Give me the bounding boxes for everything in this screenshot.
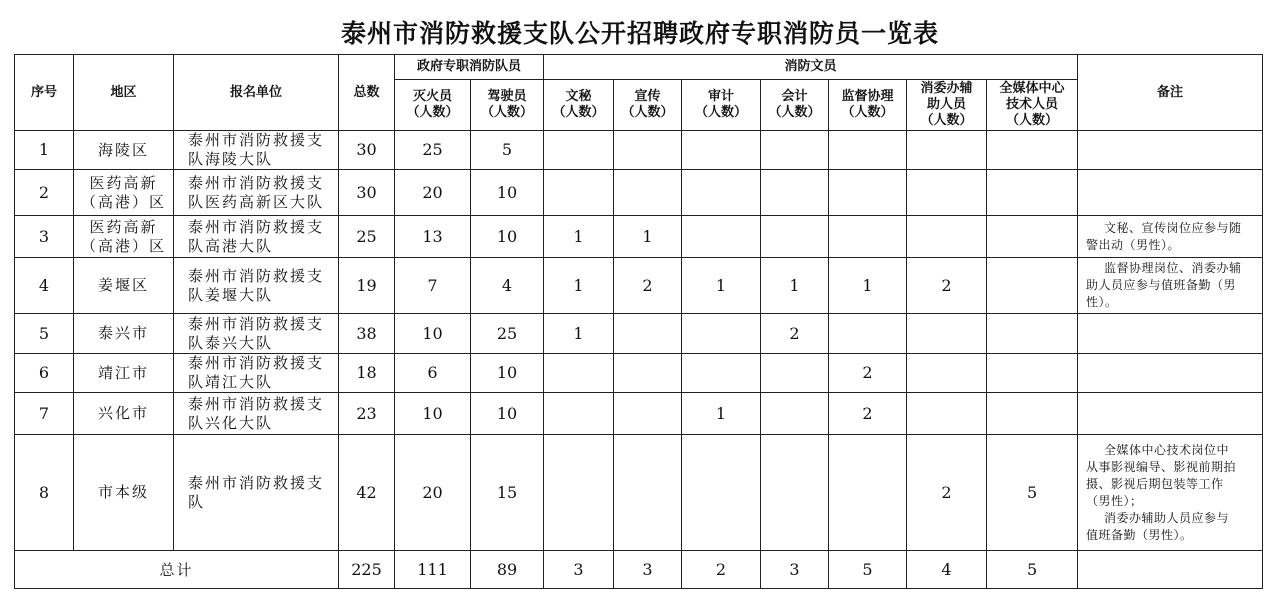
cell-publicity (614, 393, 682, 435)
text-line: （人数） (841, 105, 894, 120)
cell-secretary: 1 (544, 314, 614, 354)
cell-unit (174, 258, 339, 314)
cell-publicity (614, 354, 682, 393)
header-secretary (544, 80, 614, 131)
cell-total: 42 (339, 435, 395, 551)
cell-committee (907, 131, 987, 170)
text-line: 泰州市消防救援支 (188, 394, 325, 413)
table-row (15, 435, 1263, 551)
cell-audit (682, 170, 761, 216)
header-committee (907, 80, 987, 131)
cell-seq: 6 (15, 354, 74, 393)
recruitment-table (14, 54, 1263, 589)
text-line: 队医药高新区大队 (188, 192, 325, 211)
cell-publicity: 1 (614, 216, 682, 258)
totals-secretary: 3 (544, 551, 614, 589)
cell-area (74, 393, 174, 435)
cell-secretary: 1 (544, 216, 614, 258)
cell-supervision: 2 (829, 354, 907, 393)
cell-driver: 10 (471, 354, 544, 393)
cell-unit (174, 216, 339, 258)
cell-total: 38 (339, 314, 395, 354)
cell-committee: 2 (907, 435, 987, 551)
totals-committee: 4 (907, 551, 987, 589)
cell-note (1078, 170, 1263, 216)
cell-committee (907, 314, 987, 354)
text-line: 医药高新 (89, 217, 158, 236)
cell-driver: 15 (471, 435, 544, 551)
cell-media (987, 258, 1078, 314)
text-line: 技术人员 (1006, 97, 1059, 112)
cell-committee (907, 170, 987, 216)
cell-publicity (614, 314, 682, 354)
cell-total: 23 (339, 393, 395, 435)
text-line: 泰州市消防救援支 (188, 266, 325, 285)
cell-supervision (829, 435, 907, 551)
cell-area (74, 258, 174, 314)
totals-accounting: 3 (761, 551, 829, 589)
cell-driver: 10 (471, 170, 544, 216)
text-line: 兴化市 (97, 404, 149, 422)
cell-driver: 25 (471, 314, 544, 354)
text-line: 姜堰区 (97, 276, 149, 294)
text-line: 队靖江大队 (188, 373, 274, 391)
cell-accounting (761, 354, 829, 393)
totals-driver: 89 (471, 551, 544, 589)
text-line: （人数） (621, 105, 674, 120)
table-row (15, 216, 1263, 258)
cell-note (1078, 393, 1263, 435)
cell-note (1078, 354, 1263, 393)
text-line: 队海陵大队 (188, 150, 274, 168)
header-total: 总数 (339, 55, 395, 131)
cell-supervision: 2 (829, 393, 907, 435)
text-line: 泰州市消防救援支 (188, 217, 325, 236)
cell-unit (174, 393, 339, 435)
cell-note (1078, 216, 1263, 258)
text-line: 灭火员 (412, 89, 452, 104)
header-row-1 (15, 55, 1263, 80)
cell-note (1078, 258, 1263, 314)
totals-firefighter: 111 (395, 551, 471, 589)
cell-unit (174, 314, 339, 354)
text-line: 消委办辅助人员应参与 (1104, 510, 1230, 525)
cell-seq: 4 (15, 258, 74, 314)
page-title: 泰州市消防救援支队公开招聘政府专职消防员一览表 (340, 19, 939, 48)
cell-accounting (761, 393, 829, 435)
cell-committee (907, 354, 987, 393)
cell-seq: 8 (15, 435, 74, 551)
text-line: 全媒体中心技术岗位中 (1104, 442, 1230, 457)
cell-firefighter: 20 (395, 435, 471, 551)
header-media (987, 80, 1078, 131)
text-line: 审计 (708, 89, 735, 104)
cell-audit: 1 (682, 393, 761, 435)
text-line: 警出动（男性）。 (1086, 237, 1181, 252)
header-seq: 序号 (15, 55, 74, 131)
cell-media (987, 354, 1078, 393)
text-line: 队 (188, 492, 206, 511)
cell-total: 19 (339, 258, 395, 314)
cell-audit (682, 354, 761, 393)
cell-supervision: 1 (829, 258, 907, 314)
text-line: 医药高新 (89, 173, 158, 192)
text-line: （人数） (768, 105, 821, 120)
cell-driver: 4 (471, 258, 544, 314)
text-line: 值班备勤（男性）。 (1086, 527, 1193, 542)
text-line: 泰州市消防救援支 (188, 173, 325, 192)
text-line: 监督协理岗位、消委办辅 (1104, 261, 1242, 275)
text-line: 海陵区 (97, 140, 149, 159)
cell-note (1078, 435, 1263, 551)
cell-secretary (544, 354, 614, 393)
text-line: 驾驶员 (487, 89, 527, 104)
header-publicity (614, 80, 682, 131)
header-group-clerk: 消防文员 (544, 55, 1078, 80)
cell-media (987, 216, 1078, 258)
cell-committee (907, 393, 987, 435)
cell-area (74, 435, 174, 551)
cell-audit (682, 131, 761, 170)
cell-media (987, 393, 1078, 435)
text-line: （男性）； (1086, 493, 1143, 508)
text-line: （人数） (552, 105, 605, 120)
totals-media: 5 (987, 551, 1078, 589)
cell-seq: 2 (15, 170, 74, 216)
cell-area (74, 131, 174, 170)
cell-area (74, 314, 174, 354)
text-line: （高港）区 (80, 236, 166, 255)
text-line: 性）。 (1086, 295, 1118, 309)
cell-audit (682, 314, 761, 354)
cell-firefighter: 10 (395, 393, 471, 435)
cell-accounting: 2 (761, 314, 829, 354)
cell-media (987, 170, 1078, 216)
totals-note (1078, 551, 1263, 589)
header-group-firefighter: 政府专职消防队员 (395, 55, 544, 80)
cell-audit (682, 435, 761, 551)
cell-committee: 2 (907, 258, 987, 314)
text-line: 队高港大队 (188, 236, 274, 255)
cell-media: 5 (987, 435, 1078, 551)
cell-firefighter: 20 (395, 170, 471, 216)
cell-publicity (614, 435, 682, 551)
cell-seq: 5 (15, 314, 74, 354)
totals-audit: 2 (682, 551, 761, 589)
header-accounting (761, 80, 829, 131)
cell-secretary: 1 (544, 258, 614, 314)
text-line: 泰兴市 (97, 324, 149, 342)
cell-unit (174, 170, 339, 216)
header-driver (471, 80, 544, 131)
text-line: 助人员应参与值班备勤（男 (1086, 278, 1237, 292)
cell-note (1078, 314, 1263, 354)
header-unit: 报名单位 (174, 55, 339, 131)
cell-area (74, 170, 174, 216)
cell-accounting (761, 435, 829, 551)
header-note: 备注 (1078, 55, 1263, 131)
cell-accounting (761, 131, 829, 170)
cell-supervision (829, 216, 907, 258)
table-body (15, 131, 1263, 551)
cell-firefighter: 6 (395, 354, 471, 393)
text-line: 宣传 (634, 89, 661, 104)
cell-unit (174, 354, 339, 393)
text-line: （人数） (695, 105, 748, 120)
cell-total: 25 (339, 216, 395, 258)
cell-secretary (544, 393, 614, 435)
header-supervision (829, 80, 907, 131)
cell-firefighter: 10 (395, 314, 471, 354)
cell-seq: 1 (15, 131, 74, 170)
text-line: （人数） (481, 105, 534, 120)
cell-audit: 1 (682, 258, 761, 314)
text-line: 队泰兴大队 (188, 333, 274, 352)
text-line: （高港）区 (80, 192, 166, 211)
cell-accounting: 1 (761, 258, 829, 314)
cell-note (1078, 131, 1263, 170)
text-line: 队兴化大队 (188, 413, 274, 432)
cell-driver: 5 (471, 131, 544, 170)
cell-total: 30 (339, 131, 395, 170)
text-line: （人数） (920, 113, 973, 128)
totals-supervision: 5 (829, 551, 907, 589)
totals-label: 总计 (15, 551, 339, 589)
text-line: 队姜堰大队 (188, 285, 274, 304)
text-line: 泰州市消防救援支 (188, 314, 325, 333)
table-row (15, 258, 1263, 314)
cell-firefighter: 13 (395, 216, 471, 258)
cell-driver: 10 (471, 393, 544, 435)
cell-secretary (544, 170, 614, 216)
cell-secretary (544, 435, 614, 551)
text-line: 摄、影视后期包装等工作 (1086, 476, 1224, 491)
header-firefighter (395, 80, 471, 131)
cell-unit (174, 435, 339, 551)
cell-publicity: 2 (614, 258, 682, 314)
text-line: 消委办辅 (920, 81, 973, 96)
cell-supervision (829, 314, 907, 354)
cell-audit (682, 216, 761, 258)
cell-firefighter: 25 (395, 131, 471, 170)
text-line: 文秘 (565, 89, 592, 104)
text-line: 监督协理 (841, 89, 894, 104)
text-line: 泰州市消防救援支 (188, 473, 325, 492)
text-line: 助人员 (927, 97, 967, 112)
cell-media (987, 131, 1078, 170)
text-line: 文秘、宣传岗位应参与随 (1104, 220, 1242, 235)
cell-area (74, 216, 174, 258)
header-area: 地区 (74, 55, 174, 131)
header-audit (682, 80, 761, 131)
table-row (15, 314, 1263, 354)
cell-total: 18 (339, 354, 395, 393)
text-line: 会计 (781, 89, 808, 104)
cell-committee (907, 216, 987, 258)
cell-total: 30 (339, 170, 395, 216)
cell-accounting (761, 170, 829, 216)
text-line: 全媒体中心 (999, 81, 1065, 96)
cell-accounting (761, 216, 829, 258)
cell-area (74, 354, 174, 393)
cell-seq: 3 (15, 216, 74, 258)
text-line: 泰州市消防救援支 (188, 131, 325, 149)
cell-driver: 10 (471, 216, 544, 258)
cell-seq: 7 (15, 393, 74, 435)
totals-total: 225 (339, 551, 395, 589)
text-line: 靖江市 (97, 363, 149, 382)
table-row (15, 354, 1263, 393)
cell-firefighter: 7 (395, 258, 471, 314)
cell-supervision (829, 170, 907, 216)
text-line: （人数） (406, 105, 459, 120)
cell-unit (174, 131, 339, 170)
text-line: 从事影视编导、影视前期拍 (1086, 459, 1237, 474)
cell-supervision (829, 131, 907, 170)
totals-publicity: 3 (614, 551, 682, 589)
table-row (15, 131, 1263, 170)
table-row (15, 170, 1263, 216)
cell-publicity (614, 170, 682, 216)
cell-secretary (544, 131, 614, 170)
text-line: （人数） (1006, 113, 1059, 128)
text-line: 市本级 (97, 483, 149, 501)
cell-publicity (614, 131, 682, 170)
totals-row (15, 551, 1263, 589)
cell-media (987, 314, 1078, 354)
table-row (15, 393, 1263, 435)
text-line: 泰州市消防救援支 (188, 354, 325, 372)
